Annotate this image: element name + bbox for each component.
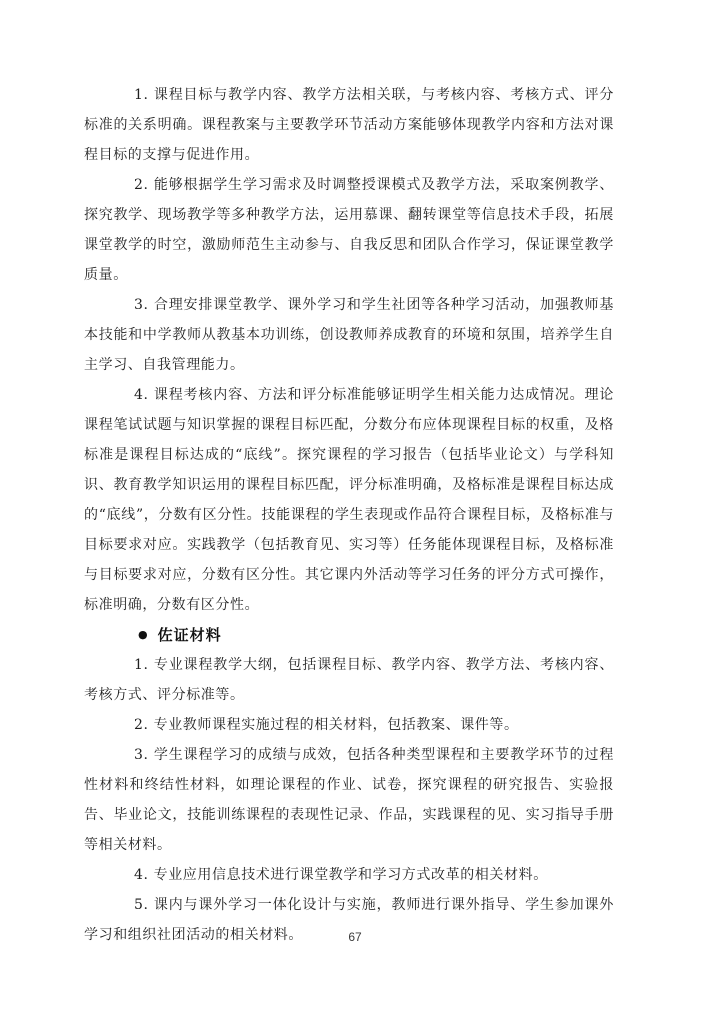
evidence-item-3: 3. 学生课程学习的成绩与成效，包括各种类型课程和主要教学环节的过程性材料和终结性材料，如理论课程的作业、试卷，探究课程的研究报告、实验报告、毕业论文，技能训练课程的表现性记录、作品，实践课程的见、实习指导手册等相关材料。	[84, 747, 614, 853]
numbered-paragraph-3: 3. 合理安排课堂教学、课外学习和学生社团等各种学习活动，加强教师基本技能和中学教师从教基本功训练，创设教师养成教育的环境和氛围，培养学生自主学习、自我管理能力。	[84, 297, 614, 373]
evidence-item-2: 2. 专业教师课程实施过程的相关材料，包括教案、课件等。	[134, 717, 519, 733]
bullet-icon: ●	[138, 628, 148, 641]
numbered-paragraph-2: 2. 能够根据学生学习需求及时调整授课模式及教学方法，采取案例教学、探究教学、现场教学等多种教学方法，运用慕课、翻转课堂等信息技术手段，拓展课堂教学的时空，激励师范生主动参与、自我反思和团队合作学习，保证课堂教学质量。	[84, 177, 614, 283]
numbered-paragraph-4: 4. 课程考核内容、方法和评分标准能够证明学生相关能力达成情况。理论课程笔试试题与知识掌握的课程目标匹配，分数分布应体现课程目标的权重，及格标准是课程目标达成的“底线”。探究课程的学习报告（包括毕业论文）与学科知识、教育教学知识运用的课程目标匹配，评分标准明确，及格标准是课程目标达成的“底线”，分数有区分性。技能课程的学生表现或作品符合课程目标，及格标准与目标要求对应。实践教学（包括教育见、实习等）任务能体现课程目标，及格标准与目标要求对应，分数有区分性。其它课内外活动等学习任务的评分方式可操作，标准明确，分数有区分性。	[84, 387, 614, 613]
evidence-item-1: 1. 专业课程教学大纲，包括课程目标、教学内容、教学方法、考核内容、考核方式、评分标准等。	[84, 657, 614, 703]
numbered-paragraph-1: 1. 课程目标与教学内容、教学方法相关联，与考核内容、考核方式、评分标准的关系明确。课程教案与主要教学环节活动方案能够体现教学内容和方法对课程目标的支撑与促进作用。	[84, 87, 614, 163]
page-content	[84, 80, 614, 950]
section-heading-text: 佐证材料	[157, 626, 222, 644]
evidence-item-4: 4. 专业应用信息技术进行课堂教学和学习方式改革的相关材料。	[134, 867, 548, 883]
section-heading-evidence-materials	[84, 620, 614, 650]
page-number: 67	[348, 930, 362, 944]
evidence-item-5: 5. 课内与课外学习一体化设计与实施，教师进行课外指导、学生参加课外学习和组织社团活动的相关材料。	[84, 897, 614, 943]
page-footer	[0, 926, 710, 945]
